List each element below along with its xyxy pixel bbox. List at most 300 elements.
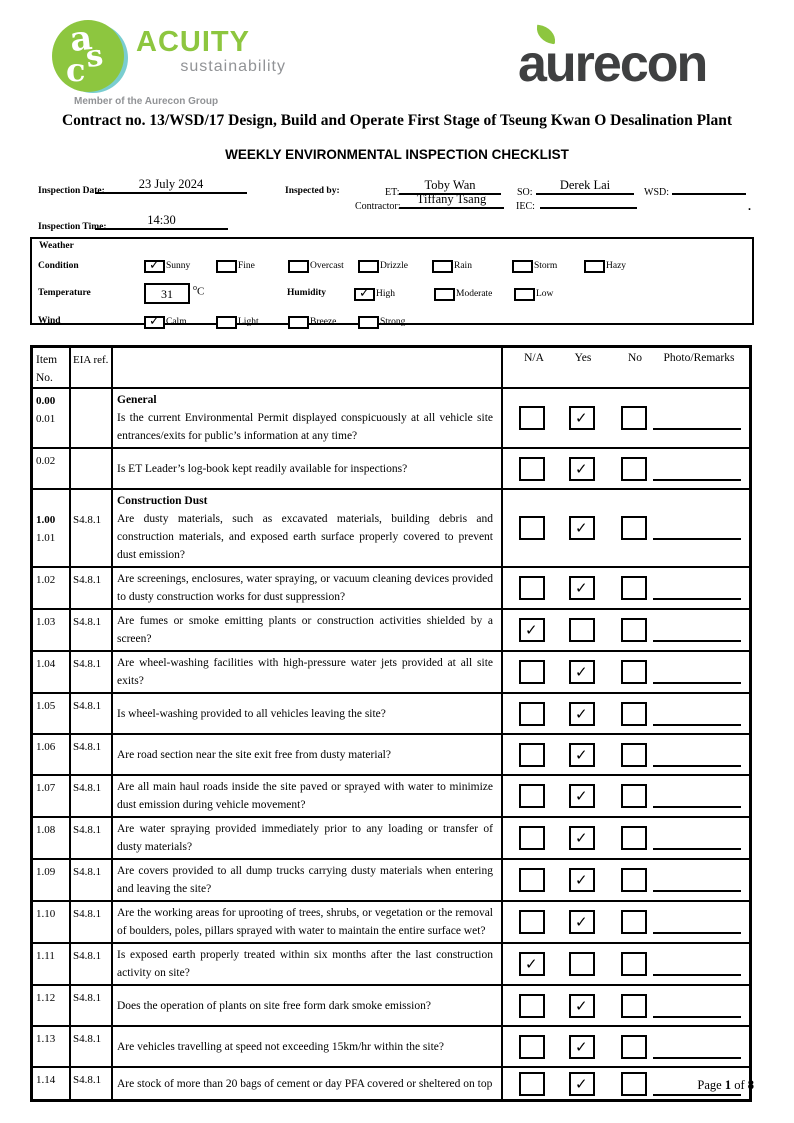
yes-checkbox[interactable] bbox=[569, 1035, 595, 1059]
eia-ref: S4.8.1 bbox=[73, 574, 102, 586]
breeze-checkbox[interactable] bbox=[288, 316, 309, 329]
aurecon-logo bbox=[518, 26, 758, 96]
na-checkbox[interactable] bbox=[519, 826, 545, 850]
na-checkbox[interactable] bbox=[519, 1072, 545, 1096]
header-item-line2: No. bbox=[36, 372, 53, 384]
fine-checkbox[interactable] bbox=[216, 260, 237, 273]
item-no-cell bbox=[33, 1027, 71, 1066]
checklist-row-1.02 bbox=[33, 568, 749, 610]
checklist-row-1.07 bbox=[33, 776, 749, 818]
hazy-checkbox[interactable] bbox=[584, 260, 605, 273]
question-cell bbox=[113, 818, 503, 858]
item-no-cell bbox=[33, 860, 71, 900]
contractor-label: Contractor: bbox=[355, 201, 401, 212]
item-no-cell bbox=[33, 902, 71, 942]
weather-option-calm bbox=[144, 315, 187, 329]
weather-option-moderate bbox=[434, 287, 492, 301]
answer-cell bbox=[503, 902, 749, 942]
checklist-row-1.09 bbox=[33, 860, 749, 902]
check-icon: ✓ bbox=[575, 787, 588, 805]
weather-option-hazy bbox=[584, 259, 626, 273]
question-text: Is ET Leader’s log-book kept readily available for inspections? bbox=[117, 462, 408, 475]
question-text: Are fumes or smoke emitting plants or construction activities shielded by a screen? bbox=[117, 615, 493, 645]
footer-page-word: Page bbox=[697, 1078, 722, 1092]
condition-label: Condition bbox=[38, 261, 79, 271]
et-field[interactable]: Toby Wan bbox=[399, 178, 501, 195]
question-text: Is exposed earth properly treated within six months after the last construction activity on site? bbox=[117, 949, 493, 979]
check-icon: ✓ bbox=[575, 459, 588, 478]
checklist-header-row bbox=[33, 348, 749, 389]
question-text: Are screenings, enclosures, water spraying, or vacuum cleaning devices provided to dusty construction works for dust suppression? bbox=[117, 573, 493, 603]
eia-ref: S4.8.1 bbox=[73, 950, 102, 962]
answer-cell bbox=[503, 860, 749, 900]
yes-checkbox[interactable] bbox=[569, 910, 595, 934]
remarks-write-in-line[interactable] bbox=[653, 428, 741, 430]
na-checkbox[interactable] bbox=[519, 576, 545, 600]
inspection-date-field[interactable]: 23 July 2024 bbox=[95, 177, 247, 194]
iec-field[interactable] bbox=[540, 192, 637, 209]
rain-checkbox[interactable] bbox=[432, 260, 453, 273]
na-checkbox[interactable] bbox=[519, 1035, 545, 1059]
weather-option-drizzle bbox=[358, 259, 408, 273]
item-number: 1.07 bbox=[36, 782, 56, 794]
yes-checkbox[interactable] bbox=[569, 406, 595, 430]
na-checkbox[interactable] bbox=[519, 457, 545, 481]
remarks-write-in-line[interactable] bbox=[653, 479, 741, 481]
yes-checkbox[interactable] bbox=[569, 660, 595, 684]
answer-cell bbox=[503, 944, 749, 984]
item-number: 1.01 bbox=[36, 532, 56, 544]
check-icon: ✓ bbox=[575, 871, 588, 889]
checklist-row-1.05 bbox=[33, 694, 749, 735]
item-number: 1.12 bbox=[36, 992, 56, 1004]
header-yes: Yes bbox=[574, 352, 592, 364]
sunny-checkbox[interactable] bbox=[144, 257, 165, 273]
yes-checkbox[interactable] bbox=[569, 743, 595, 767]
eia-ref-cell bbox=[71, 694, 113, 733]
no-checkbox[interactable] bbox=[621, 1035, 647, 1059]
header-eia-ref: EIA ref. bbox=[71, 348, 113, 387]
item-no-cell bbox=[33, 986, 71, 1025]
checklist-row-1.10 bbox=[33, 902, 749, 944]
question-text: Does the operation of plants on site free form dark smoke emission? bbox=[117, 999, 431, 1012]
question-cell bbox=[113, 944, 503, 984]
temperature-value-box[interactable]: 31 bbox=[144, 283, 190, 304]
question-text: Is wheel-washing provided to all vehicles leaving the site? bbox=[117, 707, 386, 720]
no-checkbox[interactable] bbox=[621, 1072, 647, 1096]
et-label: ET: bbox=[385, 187, 400, 198]
eia-ref: S4.8.1 bbox=[73, 824, 102, 836]
page-title: WEEKLY ENVIRONMENTAL INSPECTION CHECKLIST bbox=[225, 147, 569, 162]
acuity-name: ACUITY bbox=[136, 26, 250, 58]
item-number: 1.09 bbox=[36, 866, 56, 878]
question-text: Are covers provided to all dump trucks carrying dusty materials when entering and leaving the site? bbox=[117, 865, 493, 895]
drizzle-checkbox[interactable] bbox=[358, 260, 379, 273]
weather-section bbox=[30, 237, 754, 329]
calm-checkbox[interactable] bbox=[144, 313, 165, 329]
eia-ref: S4.8.1 bbox=[73, 1074, 102, 1086]
remarks-write-in-line[interactable] bbox=[653, 1094, 741, 1096]
check-icon: ✓ bbox=[575, 829, 588, 847]
yes-checkbox[interactable] bbox=[569, 784, 595, 808]
overcast-checkbox[interactable] bbox=[288, 260, 309, 273]
no-checkbox[interactable] bbox=[621, 406, 647, 430]
weather-option-label: Light bbox=[238, 317, 259, 327]
weather-option-label: Moderate bbox=[456, 289, 493, 299]
remarks-write-in-line[interactable] bbox=[653, 848, 741, 850]
moderate-checkbox[interactable] bbox=[434, 288, 455, 301]
na-checkbox[interactable] bbox=[519, 516, 545, 540]
question-cell bbox=[113, 694, 503, 733]
answer-cell bbox=[503, 568, 749, 608]
wsd-label: WSD: bbox=[644, 187, 669, 198]
yes-checkbox[interactable] bbox=[569, 618, 595, 642]
acuity-monogram-icon bbox=[52, 17, 126, 94]
check-icon: ✓ bbox=[525, 955, 538, 973]
item-number: 1.04 bbox=[36, 658, 56, 670]
item-number: 1.11 bbox=[36, 950, 55, 962]
checklist-row-1.11 bbox=[33, 944, 749, 986]
answer-cell bbox=[503, 449, 749, 488]
check-icon: ✓ bbox=[525, 621, 538, 639]
item-number: 0.02 bbox=[36, 455, 56, 467]
acuity-monogram-letter-a: a bbox=[67, 17, 95, 61]
na-checkbox[interactable] bbox=[519, 910, 545, 934]
answer-cell bbox=[503, 652, 749, 692]
eia-ref-cell bbox=[71, 986, 113, 1025]
question-text: Is the current Environmental Permit displayed conspicuously at all vehicle site entrances/exits for public’s information at any time? bbox=[117, 412, 493, 442]
inspection-date-label: Inspection Date: bbox=[38, 186, 105, 196]
eia-ref: S4.8.1 bbox=[73, 1033, 102, 1045]
na-checkbox[interactable] bbox=[519, 952, 545, 976]
no-checkbox[interactable] bbox=[621, 784, 647, 808]
answer-cell bbox=[503, 986, 749, 1025]
weather-option-label: Rain bbox=[454, 261, 472, 271]
answer-cell bbox=[503, 818, 749, 858]
wind-label: Wind bbox=[38, 316, 61, 326]
remarks-write-in-line[interactable] bbox=[653, 974, 741, 976]
item-number: 1.13 bbox=[36, 1033, 56, 1045]
yes-checkbox[interactable] bbox=[569, 457, 595, 481]
question-text: Are water spraying provided immediately prior to any loading or transfer of dusty materials? bbox=[117, 823, 493, 853]
degree-sup: o bbox=[193, 283, 197, 292]
question-cell bbox=[113, 652, 503, 692]
remarks-write-in-line[interactable] bbox=[653, 682, 741, 684]
question-cell bbox=[113, 860, 503, 900]
weather-option-high bbox=[354, 287, 395, 301]
question-text: Are wheel-washing facilities with high-pressure water jets provided at all site exits? bbox=[117, 657, 493, 687]
remarks-write-in-line[interactable] bbox=[653, 890, 741, 892]
check-icon: ✓ bbox=[359, 285, 370, 301]
weather-title: Weather bbox=[39, 241, 74, 251]
eia-ref-cell bbox=[71, 1027, 113, 1066]
checklist-row-0.02 bbox=[33, 449, 749, 490]
no-checkbox[interactable] bbox=[621, 660, 647, 684]
yes-checkbox[interactable] bbox=[569, 702, 595, 726]
iec-label: IEC: bbox=[516, 201, 535, 212]
checklist-table bbox=[30, 345, 752, 1102]
question-cell bbox=[113, 776, 503, 816]
answer-cell bbox=[503, 389, 749, 447]
yes-checkbox[interactable] bbox=[569, 952, 595, 976]
eia-ref: S4.8.1 bbox=[73, 782, 102, 794]
question-cell bbox=[113, 568, 503, 608]
eia-ref: S4.8.1 bbox=[73, 514, 102, 526]
checklist-row-1.00 bbox=[33, 490, 749, 568]
weather-option-fine bbox=[216, 259, 255, 273]
no-checkbox[interactable] bbox=[621, 618, 647, 642]
na-checkbox[interactable] bbox=[519, 660, 545, 684]
check-icon: ✓ bbox=[575, 1037, 588, 1056]
item-no-cell bbox=[33, 735, 71, 774]
acuity-membership-text: Member of the Aurecon Group bbox=[74, 96, 219, 107]
header-na: N/A bbox=[524, 352, 544, 364]
acuity-tagline: sustainability bbox=[180, 58, 286, 75]
inspected-by-label: Inspected by: bbox=[285, 186, 340, 196]
eia-ref-cell bbox=[71, 490, 113, 566]
weather-option-label: Low bbox=[536, 289, 554, 299]
answer-cell bbox=[503, 1027, 749, 1066]
acuity-wordmark bbox=[136, 28, 286, 76]
na-checkbox[interactable] bbox=[519, 743, 545, 767]
no-checkbox[interactable] bbox=[621, 516, 647, 540]
weather-option-breeze bbox=[288, 315, 336, 329]
question-cell bbox=[113, 1068, 503, 1099]
no-checkbox[interactable] bbox=[621, 576, 647, 600]
item-number: 0.01 bbox=[36, 413, 56, 425]
header-answers bbox=[503, 348, 749, 387]
header-item-no bbox=[33, 348, 71, 387]
remarks-write-in-line[interactable] bbox=[653, 598, 741, 600]
eia-ref: S4.8.1 bbox=[73, 700, 102, 712]
weather-option-label: Overcast bbox=[310, 261, 344, 271]
item-no-cell bbox=[33, 449, 71, 488]
yes-checkbox[interactable] bbox=[569, 826, 595, 850]
check-icon: ✓ bbox=[575, 704, 588, 723]
weather-option-label: Storm bbox=[534, 261, 558, 271]
question-cell bbox=[113, 610, 503, 650]
weather-option-low bbox=[514, 287, 553, 301]
answer-cell bbox=[503, 490, 749, 566]
question-cell bbox=[113, 902, 503, 942]
no-checkbox[interactable] bbox=[621, 868, 647, 892]
no-checkbox[interactable] bbox=[621, 910, 647, 934]
eia-ref-cell bbox=[71, 449, 113, 488]
storm-checkbox[interactable] bbox=[512, 260, 533, 273]
check-icon: ✓ bbox=[575, 579, 588, 597]
checklist-row-1.12 bbox=[33, 986, 749, 1027]
high-checkbox[interactable] bbox=[354, 285, 375, 301]
section-title: Construction Dust bbox=[117, 495, 208, 507]
so-field[interactable]: Derek Lai bbox=[536, 178, 634, 195]
eia-ref-cell bbox=[71, 1068, 113, 1099]
no-checkbox[interactable] bbox=[621, 702, 647, 726]
wsd-field[interactable] bbox=[672, 178, 746, 195]
item-number: 1.14 bbox=[36, 1074, 56, 1086]
na-checkbox[interactable] bbox=[519, 994, 545, 1018]
item-number: 1.05 bbox=[36, 700, 56, 712]
footer-of-word: of bbox=[734, 1078, 745, 1092]
item-number: 0.00 bbox=[36, 395, 56, 407]
no-checkbox[interactable] bbox=[621, 826, 647, 850]
temperature-unit bbox=[193, 283, 204, 298]
answer-cell bbox=[503, 610, 749, 650]
weather-option-strong bbox=[358, 315, 405, 329]
question-text: Are dusty materials, such as excavated materials, building debris and construction materials, and exposed earth surface properly covered to prevent dust emission? bbox=[117, 513, 493, 561]
checklist-rows bbox=[33, 389, 749, 1099]
item-number: 1.10 bbox=[36, 908, 56, 920]
na-checkbox[interactable] bbox=[519, 784, 545, 808]
check-icon: ✓ bbox=[575, 1074, 588, 1093]
strong-checkbox[interactable] bbox=[358, 316, 379, 329]
item-no-cell bbox=[33, 776, 71, 816]
item-no-cell bbox=[33, 652, 71, 692]
checklist-row-1.04 bbox=[33, 652, 749, 694]
checklist-row-1.08 bbox=[33, 818, 749, 860]
no-checkbox[interactable] bbox=[621, 952, 647, 976]
check-icon: ✓ bbox=[575, 996, 588, 1015]
na-checkbox[interactable] bbox=[519, 702, 545, 726]
eia-ref: S4.8.1 bbox=[73, 866, 102, 878]
check-icon: ✓ bbox=[149, 257, 160, 273]
item-no-cell bbox=[33, 490, 71, 566]
eia-ref-cell bbox=[71, 860, 113, 900]
contractor-field[interactable]: Tiffany Tsang bbox=[399, 192, 504, 209]
question-cell bbox=[113, 735, 503, 774]
na-checkbox[interactable] bbox=[519, 618, 545, 642]
question-text: Are stock of more than 20 bags of cement or day PFA covered or sheltered on top bbox=[117, 1077, 493, 1090]
item-number: 1.00 bbox=[36, 514, 56, 526]
aurecon-wordmark: aurecon bbox=[518, 35, 707, 93]
question-text: Are vehicles travelling at speed not exceeding 15km/hr within the site? bbox=[117, 1040, 445, 1053]
acuity-monogram-letter-c: c bbox=[66, 51, 86, 89]
eia-ref-cell bbox=[71, 389, 113, 447]
weather-option-sunny bbox=[144, 259, 190, 273]
remarks-write-in-line[interactable] bbox=[653, 1016, 741, 1018]
eia-ref-cell bbox=[71, 568, 113, 608]
question-text: Are road section near the site exit free from dusty material? bbox=[117, 748, 391, 761]
remarks-write-in-line[interactable] bbox=[653, 724, 741, 726]
eia-ref-cell bbox=[71, 944, 113, 984]
eia-ref-cell bbox=[71, 610, 113, 650]
eia-ref-cell bbox=[71, 902, 113, 942]
eia-ref: S4.8.1 bbox=[73, 741, 102, 753]
remarks-write-in-line[interactable] bbox=[653, 640, 741, 642]
checklist-row-1.14 bbox=[33, 1068, 749, 1099]
remarks-write-in-line[interactable] bbox=[653, 806, 741, 808]
weather-option-light bbox=[216, 315, 259, 329]
humidity-label: Humidity bbox=[287, 288, 327, 298]
acuity-logo bbox=[52, 17, 292, 112]
section-title: General bbox=[117, 394, 157, 406]
question-text: Are all main haul roads inside the site paved or sprayed with water to minimize dust emission during vehicle movement? bbox=[117, 781, 493, 811]
footer-page-num: 1 bbox=[724, 1078, 732, 1092]
header-no: No bbox=[627, 352, 643, 364]
unit-letter: C bbox=[197, 285, 205, 298]
yes-checkbox[interactable] bbox=[569, 516, 595, 540]
check-icon: ✓ bbox=[575, 519, 588, 537]
check-icon: ✓ bbox=[575, 913, 588, 931]
check-icon: ✓ bbox=[575, 409, 588, 427]
header-question bbox=[113, 348, 503, 387]
item-number: 1.02 bbox=[36, 574, 56, 586]
checklist-row-1.06 bbox=[33, 735, 749, 776]
item-no-cell bbox=[33, 610, 71, 650]
eia-ref: S4.8.1 bbox=[73, 658, 102, 670]
weather-option-storm bbox=[512, 259, 557, 273]
weather-option-label: Fine bbox=[238, 261, 255, 271]
weather-option-label: Hazy bbox=[606, 261, 627, 271]
check-icon: ✓ bbox=[575, 663, 588, 681]
remarks-write-in-line[interactable] bbox=[653, 1057, 741, 1059]
stray-period: . bbox=[748, 199, 751, 213]
item-no-cell bbox=[33, 944, 71, 984]
header-remarks: Photo/Remarks bbox=[663, 352, 735, 364]
checklist-row-1.13 bbox=[33, 1027, 749, 1068]
item-number: 1.03 bbox=[36, 616, 56, 628]
question-cell bbox=[113, 1027, 503, 1066]
eia-ref-cell bbox=[71, 818, 113, 858]
weather-option-label: High bbox=[376, 289, 395, 299]
item-no-cell bbox=[33, 694, 71, 733]
weather-option-label: Drizzle bbox=[380, 261, 408, 271]
answer-cell bbox=[503, 735, 749, 774]
inspection-time-field[interactable]: 14:30 bbox=[95, 213, 228, 230]
item-number: 1.06 bbox=[36, 741, 56, 753]
remarks-write-in-line[interactable] bbox=[653, 932, 741, 934]
remarks-write-in-line[interactable] bbox=[653, 765, 741, 767]
light-checkbox[interactable] bbox=[216, 316, 237, 329]
item-no-cell bbox=[33, 818, 71, 858]
na-checkbox[interactable] bbox=[519, 406, 545, 430]
no-checkbox[interactable] bbox=[621, 994, 647, 1018]
na-checkbox[interactable] bbox=[519, 868, 545, 892]
weather-option-label: Breeze bbox=[310, 317, 337, 327]
remarks-write-in-line[interactable] bbox=[653, 538, 741, 540]
yes-checkbox[interactable] bbox=[569, 868, 595, 892]
weather-option-overcast bbox=[288, 259, 344, 273]
weather-option-rain bbox=[432, 259, 472, 273]
eia-ref: S4.8.1 bbox=[73, 616, 102, 628]
contract-title: Contract no. 13/WSD/17 Design, Build and Operate First Stage of Tseung Kwan O Desalination Plant bbox=[61, 112, 732, 129]
eia-ref-cell bbox=[71, 735, 113, 774]
question-text: Are the working areas for uprooting of trees, shrubs, or vegetation or the removal of boulders, poles, pillars sprayed with water to maintain the entire surface wet? bbox=[117, 907, 493, 937]
header-item-line1: Item bbox=[36, 354, 58, 366]
item-no-cell bbox=[33, 568, 71, 608]
page-number bbox=[697, 1078, 754, 1093]
no-checkbox[interactable] bbox=[621, 743, 647, 767]
weather-option-label: Calm bbox=[166, 317, 187, 327]
answer-cell bbox=[503, 776, 749, 816]
low-checkbox[interactable] bbox=[514, 288, 535, 301]
question-cell bbox=[113, 986, 503, 1025]
question-cell bbox=[113, 449, 503, 488]
temperature-label: Temperature bbox=[38, 288, 91, 298]
eia-ref-cell bbox=[71, 776, 113, 816]
yes-checkbox[interactable] bbox=[569, 994, 595, 1018]
checklist-row-1.03 bbox=[33, 610, 749, 652]
inspection-time-label: Inspection Time: bbox=[38, 222, 107, 232]
no-checkbox[interactable] bbox=[621, 457, 647, 481]
check-icon: ✓ bbox=[149, 313, 160, 329]
item-no-cell bbox=[33, 1068, 71, 1099]
yes-checkbox[interactable] bbox=[569, 576, 595, 600]
yes-checkbox[interactable] bbox=[569, 1072, 595, 1096]
item-no-cell bbox=[33, 389, 71, 447]
answer-cell bbox=[503, 694, 749, 733]
footer-page-total: 8 bbox=[747, 1078, 754, 1092]
acuity-monogram-letter-s: s bbox=[83, 37, 106, 76]
